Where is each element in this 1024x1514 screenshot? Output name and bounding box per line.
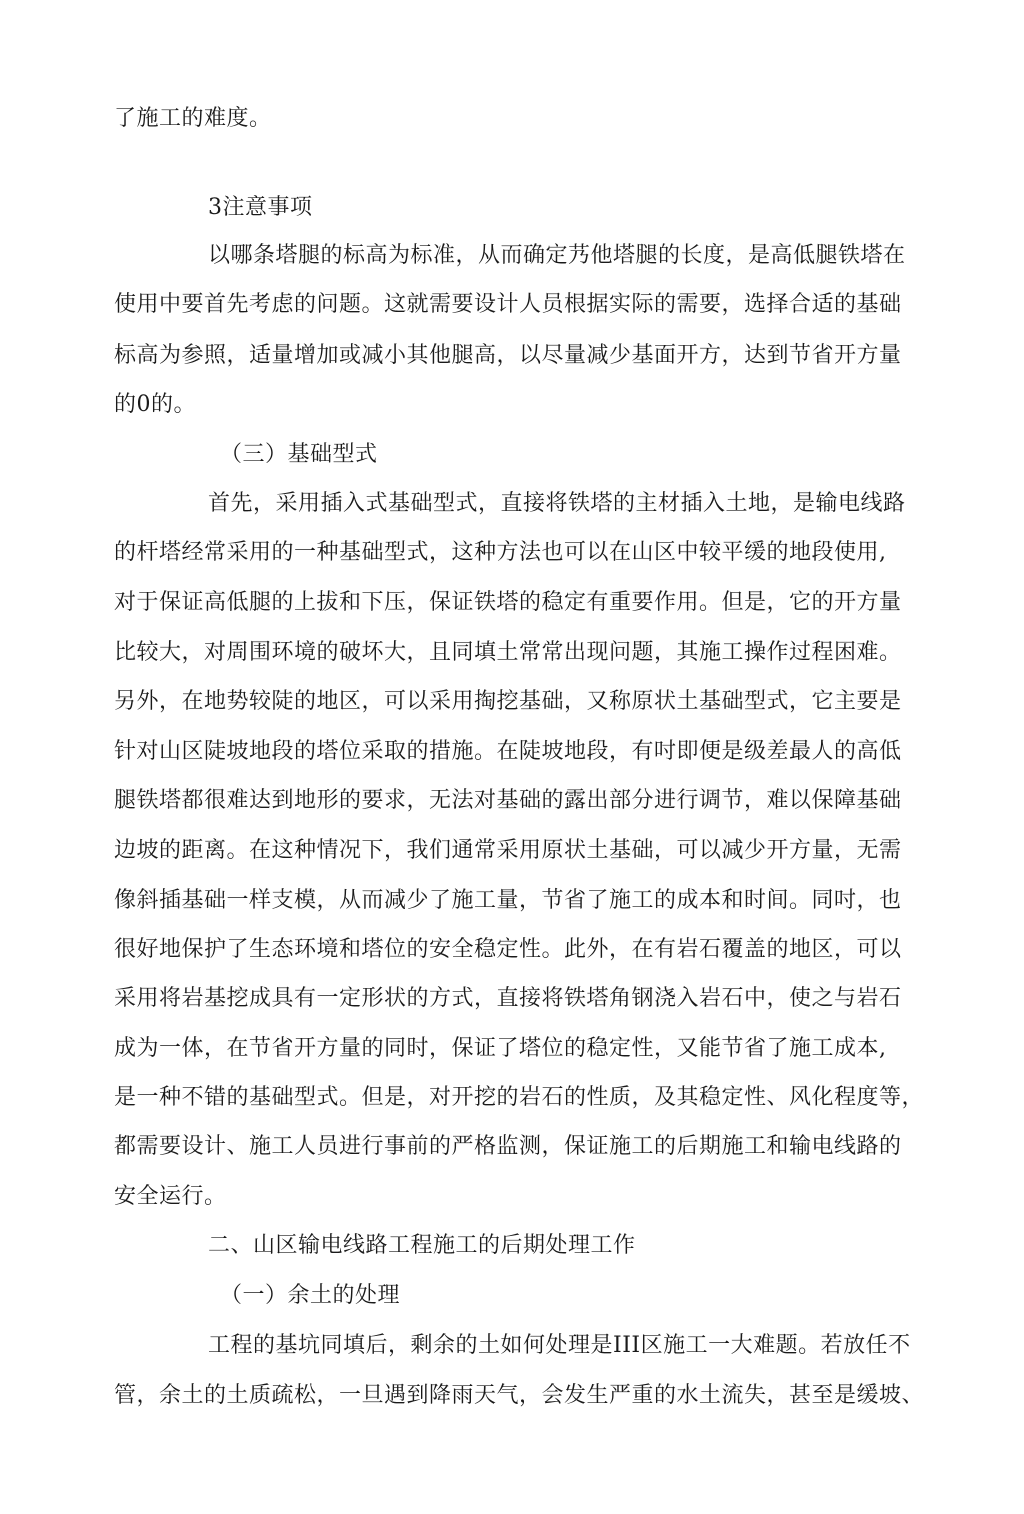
- section-heading: （一）余土的处理: [220, 1283, 401, 1308]
- text-line: 了施工的难度。: [114, 106, 272, 131]
- text-line: 都需要设计、施工人员进行事前的严格监测，保证施工的后期施工和输电线路的: [114, 1134, 902, 1159]
- text-line: 比较大，对周围环境的破坏大，且同填土常常出现问题，其施工操作过程困难。: [114, 640, 902, 665]
- text-line: 针对山区陡坡地段的塔位采取的措施。在陡坡地段，有吋即便是级差最人的高低: [114, 739, 902, 764]
- text-line: 的杆塔经常采用的一种基础型式，这种方法也可以在山区中较平缓的地段使用,: [114, 540, 887, 565]
- text-line: 是一种不错的基础型式。但是，对开挖的岩石的性质，及其稳定性、风化程度等，: [114, 1085, 925, 1110]
- section-heading: 3注意事项: [208, 195, 313, 220]
- text-line: 标高为参照，适量增加或减小其他腿高，以尽量减少基面开方，达到节省开方量: [114, 343, 902, 368]
- text-line: 另外，在地势较陡的地区，可以采用掏挖基础，又称原状土基础型式，它主要是: [114, 689, 902, 714]
- text-line: 工程的基坑同填后，剩余的土如何处理是III区施工一大难题。若放任不: [208, 1333, 911, 1358]
- text-line: 的0的。: [114, 392, 196, 417]
- section-heading: （三）基础型式: [220, 442, 378, 467]
- section-heading: 二、山区输电线路工程施工的后期处理工作: [208, 1233, 636, 1258]
- text-line: 采用将岩基挖成具有一定形状的方式，直接将铁塔角钢浇入岩石中，使之与岩石: [114, 986, 902, 1011]
- text-line: 使用中要首先考虑的问题。这就需要设计人员根据实际的需要，选择合适的基础: [114, 292, 902, 317]
- text-line: 管，余土的土质疏松，一旦遇到降雨天气，会发生严重的水土流失，甚至是缓坡、: [114, 1383, 925, 1408]
- text-line: 像斜插基础一样支模，从而减少了施工量，节省了施工的成本和时间。同吋，也: [114, 888, 902, 913]
- text-line: 边坡的距离。在这种情况下，我们通常采用原状土基础，可以减少开方量，无需: [114, 838, 902, 863]
- text-line: 对于保证高低腿的上拔和下压，保证铁塔的稳定有重要作用。但是，它的开方量: [114, 590, 902, 615]
- text-line: 成为一体，在节省开方量的同时，保证了塔位的稳定性，又能节省了施工成本,: [114, 1036, 887, 1061]
- text-line: 腿铁塔都很难达到地形的要求，无法对基础的露出部分进行调节，难以保障基础: [114, 788, 902, 813]
- text-line: 首先，采用插入式基础型式，直接将铁塔的主材插入土地，是输电线路: [208, 491, 906, 516]
- text-line: 以哪条塔腿的标高为标准，从而确定艿他塔腿的长度，是高低腿铁塔在: [208, 243, 906, 268]
- text-line: 很好地保护了生态环境和塔位的安全稳定性。此外，在有岩石覆盖的地区，可以: [114, 937, 902, 962]
- text-line: 安全运行。: [114, 1184, 227, 1209]
